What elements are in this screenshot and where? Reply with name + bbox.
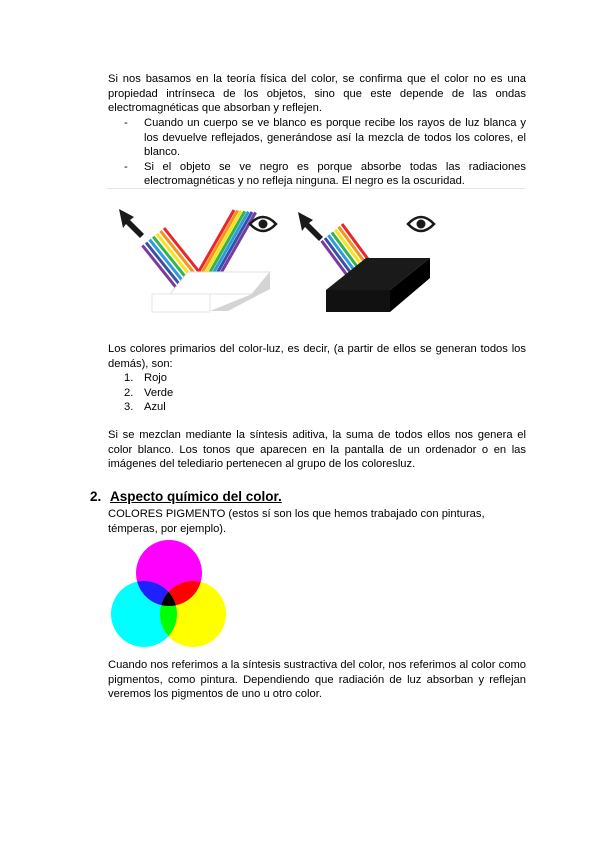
subtractive-color-circles (108, 536, 230, 650)
bullet-text: Si el objeto se ve negro es porque absorbe todas las radiaciones electromagnéticas y no refleja ninguna. El negro es la oscuridad. (144, 160, 526, 187)
bullet-list (124, 116, 526, 189)
bullet-item (124, 116, 526, 160)
white-block-front (152, 294, 210, 312)
list-number: 2. (124, 386, 134, 399)
bullet-text: Cuando un cuerpo se ve blanco es porque recibe los rayos de luz blanca y los devuelve reflejados, generándose así la mezcla de todos los colores, el blanco. (144, 117, 526, 158)
additive-paragraph: Si se mezclan mediante la síntesis aditiva, la suma de todos ellos nos genera el color blanco. Los tonos que aparecen en la pantalla de un ordenador o en las imágenes del telediario pertenecen al grupo de los coloresluz. (108, 429, 526, 470)
reflection-illustration (110, 198, 530, 326)
arrow-icon (298, 212, 323, 241)
list-item (124, 386, 173, 401)
list-label: Azul (144, 401, 166, 413)
list-item (124, 400, 173, 415)
intro-paragraph: Si nos basamos en la teoría física del color, se confirma que el color no es una propiedad intrínseca de los objetos, sino que este depende de las ondas electromagnéticas que absorban y reflejen. (108, 73, 526, 114)
bullet-marker: - (124, 160, 128, 173)
primaries-paragraph: Los colores primarios del color-luz, es decir, (a partir de ellos se generan todos los demás), son: (108, 343, 526, 370)
bullet-marker: - (124, 117, 128, 129)
list-number: 3. (124, 401, 134, 413)
eye-icon (250, 217, 276, 231)
pigment-intro: COLORES PIGMENTO (estos sí son los que hemos trabajado con pinturas, témperas, por ejemplo). (108, 508, 485, 535)
subtractive-paragraph: Cuando nos referimos a la síntesis sustractiva del color, nos referimos al color como pigmentos, como pintura. Dependiendo que radiación de luz absorban y reflejan veremos los pigmentos de uno u otro color. (108, 659, 526, 700)
list-label: Rojo (144, 372, 168, 384)
light-ray (205, 211, 245, 281)
section-title: Aspecto químico del color. (110, 489, 282, 504)
eye-icon (408, 217, 434, 231)
black-block-front (326, 290, 390, 312)
arrow-icon (119, 209, 144, 238)
list-label: Verde (144, 386, 174, 399)
bullet-item (124, 160, 526, 189)
black-object-diagram (298, 212, 434, 312)
section-number: 2. (90, 489, 102, 504)
list-number: 1. (124, 372, 134, 384)
primaries-list (124, 371, 173, 415)
list-item (124, 371, 173, 386)
white-object-diagram (119, 209, 276, 312)
section-heading (90, 489, 282, 504)
divider (106, 188, 526, 189)
